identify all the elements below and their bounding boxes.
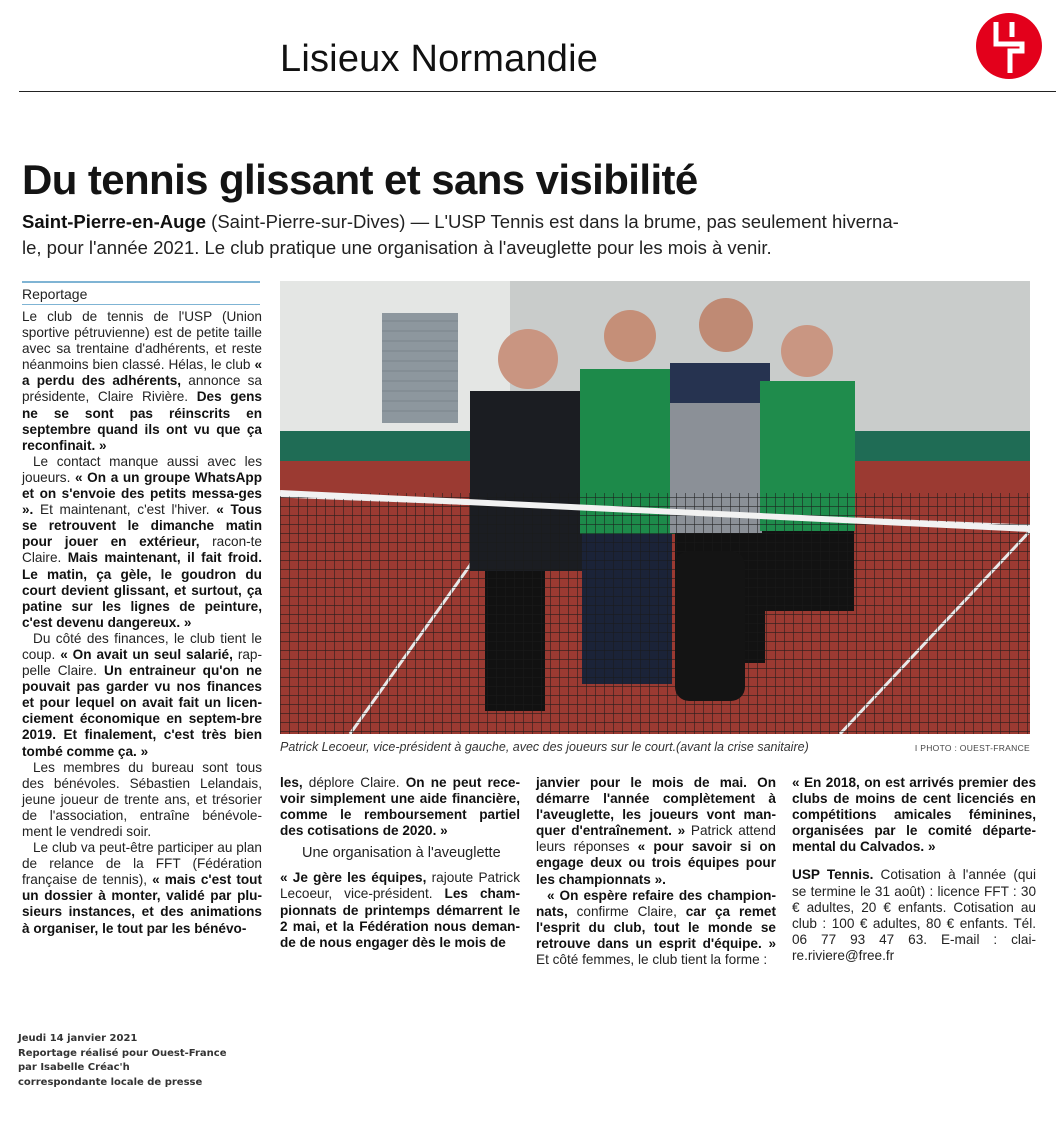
column-4 bbox=[792, 775, 1036, 964]
footer-line-4: correspondante locale de presse bbox=[18, 1076, 203, 1088]
ouest-france-logo-icon bbox=[974, 11, 1044, 81]
rubric-rule-bottom bbox=[22, 304, 260, 305]
paragraph-6: les, déplore Claire. On ne peut rece-voir simplement une aide financière, comme le remboursement partiel des cotisations de 2020. » bbox=[280, 775, 520, 839]
footer-line-2: Reportage réalisé pour Ouest-France bbox=[18, 1047, 227, 1059]
column-2 bbox=[280, 775, 520, 951]
photo-credit: I PHOTO : OUEST-FRANCE bbox=[914, 743, 1030, 753]
chapo-location: Saint-Pierre-en-Auge bbox=[22, 211, 207, 232]
chapo-text: (Saint-Pierre-sur-Dives) — L'USP Tennis est dans la brume, pas seulement hiverna-le, pour l'année 2021. Le club pratique une organisation à l'aveuglette pour les mois à venir. bbox=[22, 211, 899, 258]
article-subhead: Une organisation à l'aveuglette bbox=[302, 845, 501, 862]
paragraph-2: Le contact manque aussi avec les joueurs. « On a un groupe WhatsApp et on s'envoie des petits messa-ges ». Et maintenant, c'est l'hiver. « Tous se retrouvent le dimanche matin pour jouer en extérieur, racon-te Claire. Mais maintenant, il fait froid. Le matin, ça gèle, le goudron du court devient glissant, et surtout, ça patine sur les lignes de peinture, c'est devenu dangereux. » bbox=[22, 453, 263, 630]
paragraph-9: « On espère refaire des champion-nats, confirme Claire, car ça remet l'esprit du club, tout le monde se retrouve dans un esprit d'équipe. » Et côté femmes, le club tient la forme : bbox=[536, 887, 776, 968]
article-headline: Du tennis glissant et sans visibilité bbox=[22, 156, 698, 203]
paragraph-1: Le club de tennis de l'USP (Union sportive pétruvienne) est de petite taille avec sa trentaine d'adhérents, et reste néanmoins bien classé. Hélas, le club « a perdu des adhérents, annonce sa présidente, Claire Rivière. Des gens ne se sont pas réinscrits en septembre quand ils ont vu que ça reconfinait. » bbox=[22, 309, 262, 453]
photo-caption: Patrick Lecoeur, vice-président à gauche, avec des joueurs sur le court.(avant la crise sanitaire) bbox=[280, 740, 809, 754]
paragraph-7: « Je gère les équipes, rajoute Patrick Lecoeur, vice-président. Les cham-pionnats de printemps démarrent le 2 mai, et la Fédération nous deman-de de nous engager dès le mois de bbox=[280, 870, 520, 950]
paragraph-3: Du côté des finances, le club tient le coup. « On avait un seul salarié, rap-pelle Claire. Un entraineur qu'on ne pouvait pas garder vu nos finances et pour lequel on avait fait un licen-ciement économique en septem-bre 2019. Et finalement, c'est très bien tombé comme ça. » bbox=[22, 630, 263, 759]
paragraph-5: Le club va peut-être participer au plan de relance de la FFT (Fédération française de tennis), « mais c'est tout un dossier à monter, validé par plu-sieurs instances, et des animations à organiser, le tout par les bénévo- bbox=[22, 840, 262, 936]
article-chapo bbox=[22, 209, 912, 261]
rubric-label: Reportage bbox=[22, 286, 88, 302]
footer-note bbox=[18, 1032, 226, 1090]
column-3 bbox=[536, 775, 776, 968]
masthead-rule bbox=[19, 91, 1056, 92]
column-1 bbox=[22, 309, 262, 937]
masthead-title: Lisieux Normandie bbox=[280, 38, 599, 80]
paragraph-10: « En 2018, on est arrivés premier des clubs de moins de cent licenciés en compétitions amicales féminines, organisées par le comité départe-mental du Calvados. » bbox=[792, 775, 1036, 855]
footer-line-3: par Isabelle Créac'h bbox=[18, 1062, 130, 1073]
rubric-rule bbox=[22, 281, 260, 283]
footer-date: Jeudi 14 janvier 2021 bbox=[18, 1033, 138, 1044]
usp-tennis-info: USP Tennis. Cotisation à l'année (qui se termine le 31 août) : licence FFT : 30 € adultes, 20 € enfants. Cotisation au club : 100 € adultes, 80 € enfants. Tél. 06 77 93 47 63. E-mail : clai-re.riviere@free.fr bbox=[792, 867, 1036, 963]
paragraph-8: janvier pour le mois de mai. On démarre l'année complètement à l'aveuglette, les joueurs vont man-quer d'entraînement. » Patrick attend leurs réponses « pour savoir si on engage deux ou trois équipes pour les championnats ». bbox=[536, 775, 776, 887]
paragraph-4: Les membres du bureau sont tous des bénévoles. Sébastien Lelandais, jeune joueur de trente ans, et trésorier de l'association, entraîne bénévole-ment le vendredi soir. bbox=[22, 759, 262, 839]
article-photo bbox=[280, 281, 1030, 734]
